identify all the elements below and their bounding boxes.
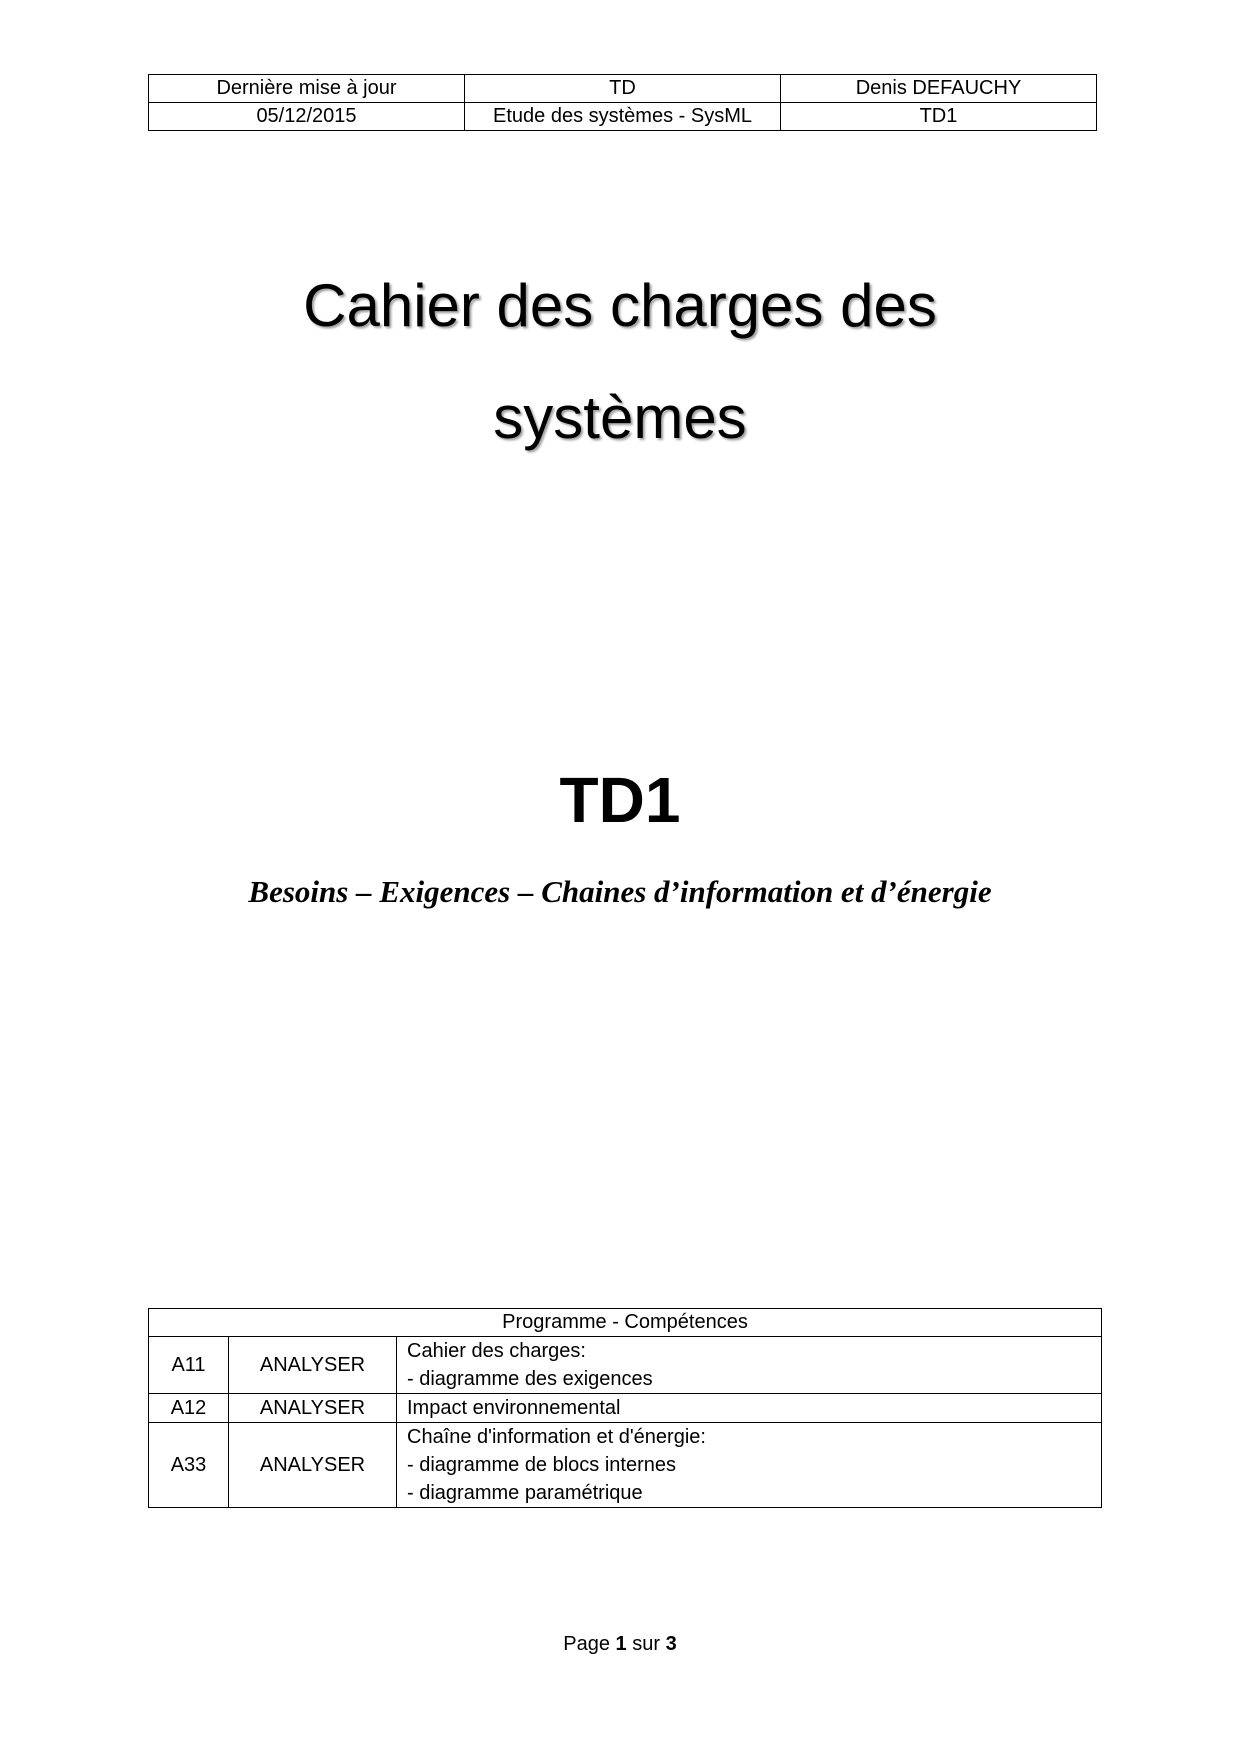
main-title-line-2: systèmes xyxy=(493,384,747,451)
header-author: Denis DEFAUCHY xyxy=(781,75,1097,103)
competence-description-line: Cahier des charges: xyxy=(407,1340,586,1362)
header-date: 05/12/2015 xyxy=(149,103,465,131)
subtitle: Besoins – Exigences – Chaines d’information et d’énergie xyxy=(248,874,992,909)
main-title-line-1: Cahier des charges des xyxy=(303,272,937,339)
table-row xyxy=(149,1394,1102,1423)
header-label-type: TD xyxy=(465,75,781,103)
competence-category: ANALYSER xyxy=(229,1423,397,1508)
competence-description-line: Chaîne d'information et d'énergie: xyxy=(407,1426,706,1448)
table-row xyxy=(149,1337,1102,1394)
header-td-ref: TD1 xyxy=(781,103,1097,131)
competences-table xyxy=(148,1308,1102,1508)
competence-description xyxy=(397,1337,1102,1394)
competence-code: A11 xyxy=(149,1337,229,1394)
competence-description-line: - diagramme des exigences xyxy=(407,1368,653,1390)
footer-total-pages: 3 xyxy=(665,1633,677,1655)
competence-code: A33 xyxy=(149,1423,229,1508)
footer-page-middle: sur xyxy=(632,1633,661,1655)
competence-description-line: Impact environnemental xyxy=(407,1397,621,1419)
competence-description-line: - diagramme paramétrique xyxy=(407,1482,643,1504)
competence-category: ANALYSER xyxy=(229,1337,397,1394)
competence-description-line: - diagramme de blocs internes xyxy=(407,1454,677,1476)
table-row xyxy=(149,1423,1102,1508)
footer-current-page: 1 xyxy=(615,1633,627,1655)
header-row-1 xyxy=(149,75,1097,103)
competences-heading-row xyxy=(149,1309,1102,1337)
competence-description xyxy=(397,1423,1102,1508)
td-code: TD1 xyxy=(559,764,681,836)
header-table xyxy=(148,74,1097,131)
competence-category: ANALYSER xyxy=(229,1394,397,1423)
competences-heading: Programme - Compétences xyxy=(149,1309,1102,1337)
header-label-last-update: Dernière mise à jour xyxy=(149,75,465,103)
competence-code: A12 xyxy=(149,1394,229,1423)
footer-page-prefix: Page xyxy=(563,1633,610,1655)
main-title xyxy=(0,250,1240,474)
header-row-2 xyxy=(149,103,1097,131)
competence-description xyxy=(397,1394,1102,1423)
page-footer xyxy=(0,1630,1240,1658)
header-course: Etude des systèmes - SysML xyxy=(465,103,781,131)
